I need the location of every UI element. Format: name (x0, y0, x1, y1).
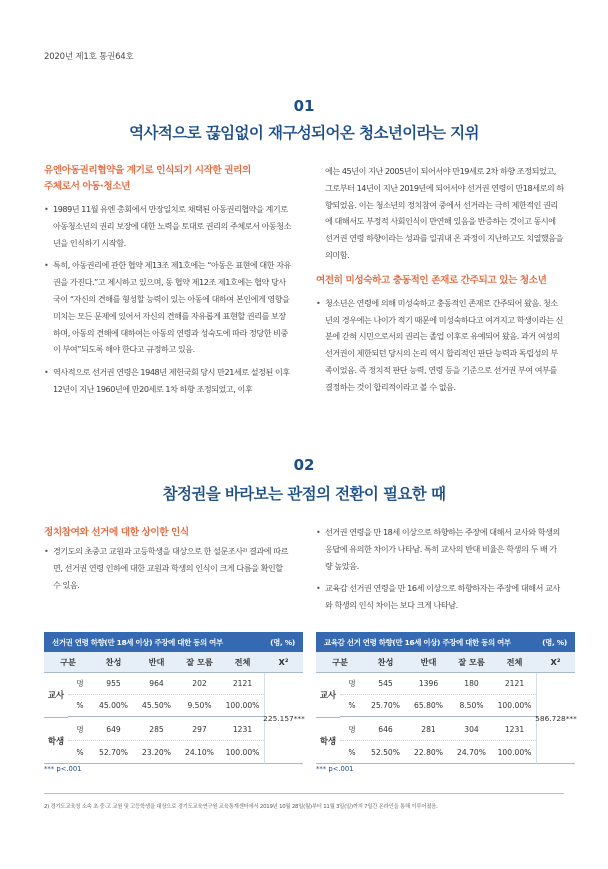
table-cell: 1396 (418, 679, 439, 688)
table-row (340, 719, 536, 741)
table-cell: 100.00% (497, 747, 532, 757)
table-cell: 25.70% (371, 701, 400, 710)
table-cell: 545 (378, 679, 393, 688)
row-label: % (348, 747, 356, 757)
group-label: 학생 (47, 736, 65, 746)
table-title: 교육감 선거 연령 하향(만 16세 이상) 주장에 대한 동의 여부 (324, 637, 511, 647)
table-cell: 24.70% (457, 747, 486, 757)
section2-right-bullet2: • 교육감 선거권 연령을 만 16세 이상으로 하향하자는 주장에 대해서 교사와 학생의 인식 차이는 보다 크게 나타남. (316, 580, 564, 614)
row-label: % (348, 701, 356, 710)
table-row (340, 741, 536, 763)
section2-right-bullet1: • 선거권 연령을 만 18세 이상으로 하향하는 주장에 대해서 교사와 학생의 응답에 유의한 차이가 나타남. 특히 교사의 반대 비율은 학생의 두 배 가량 높았음. (316, 524, 564, 574)
table-cell: 24.10% (185, 747, 214, 757)
footnote-divider (44, 793, 564, 794)
table-cell: 65.80% (414, 701, 443, 710)
table-header-row (316, 652, 575, 673)
table-cell: 202 (192, 679, 207, 688)
table-cell: 964 (149, 679, 164, 688)
section2-number: 02 (293, 456, 315, 474)
col-header: X² (278, 657, 289, 667)
row-label: 명 (348, 679, 356, 688)
table-cell: 285 (149, 725, 164, 734)
table-cell: 52.70% (99, 747, 128, 757)
table-cell: 9.50% (187, 701, 212, 710)
table-body (316, 673, 575, 764)
table-unit: (명, %) (542, 637, 567, 647)
table-body (44, 673, 303, 764)
table-cell: 304 (464, 725, 479, 734)
table-cell: 23.20% (142, 747, 171, 757)
table-cell: 646 (378, 725, 393, 734)
col-header: 반대 (148, 656, 165, 667)
agreement-table-16 (316, 632, 575, 764)
table-row (68, 719, 264, 741)
section1-right-subtitle: 여전히 미성숙하고 충동적인 존재로 간주되고 있는 청소년 (316, 274, 547, 286)
col-header: 찬성 (377, 656, 394, 667)
section1-title: 역사적으로 끊임없이 재구성되어온 청소년이라는 지위 (129, 124, 479, 142)
table-cell: 45.00% (99, 701, 128, 710)
section2-left-subtitle: 정치참여와 선거에 대한 상이한 인식 (44, 527, 189, 538)
group-label: 학생 (319, 736, 337, 746)
section2-left-column (44, 525, 292, 593)
section1-right-bullet1: • 청소년은 연령에 의해 미성숙하고 충동적인 존재로 간주되어 왔음. 청소년의 경우에는 나이가 적기 때문에 미성숙하다고 여겨지고 학생이라는 신분에 갇혀 시민으로서의 권리는 졸업 이후로 유예되어 왔음. 과거 여성의 선거권이 제한되던 당시의 논리 역시 합리적인 판단 능력과 독립성의 부족이었음. 즉 정치적 판단 능력, 연령 등을 기준으로 선거권 부여 여부를 결정하는 것이 합리적이라고 볼 수 없음. (316, 295, 564, 396)
table-cell: 100.00% (497, 701, 532, 710)
chi-square-value: 586.728*** (536, 673, 575, 764)
table-cell: 1231 (232, 725, 253, 734)
col-header: 찬성 (105, 656, 122, 667)
chi-square-value: 225.157*** (264, 673, 303, 764)
section1-left-bullet2: • 특히, 아동권리에 관한 협약 제13조 제1호에는 “아동은 표현에 대한 자유권을 가진다.”고 제시하고 있으며, 동 협약 제12조 제1호에는 협약 당사국이 “자신의 견해를 형성할 능력이 있는 아동에 대하여 본인에게 영향을 미치는 모든 문제에 있어서 자신의 견해를 자유롭게 표현할 권리를 보장하며, 아동의 견해에 대하여는 아동의 연령과 성숙도에 따라 정당한 비중이 부여”되도록 해야 한다고 규정하고 있음. (44, 257, 292, 358)
table-cell: 100.00% (225, 747, 260, 757)
table-cell: 2121 (504, 679, 525, 688)
table-cell: 52.50% (371, 747, 400, 757)
section1-number: 01 (293, 97, 315, 115)
section1-left-subtitle-line1: 유엔아동권리협약을 계기로 인식되기 시작한 권리의 (44, 165, 251, 176)
col-header: 구분 (60, 656, 76, 667)
table-cell: 100.00% (225, 701, 260, 710)
row-label: 명 (76, 725, 84, 734)
section1-left-column (44, 163, 292, 398)
col-header: 구분 (332, 656, 348, 667)
section2-left-bullet1: • 경기도의 초중고 교원과 고등학생을 대상으로 한 설문조사²⁾ 결과에 따르면, 선거권 연령 인하에 대한 교원과 학생의 인식이 크게 다름을 확인할 수 있음. (44, 543, 292, 593)
section2-title: 참정권을 바라보는 관점의 전환이 필요한 때 (162, 485, 446, 503)
table-row (340, 673, 536, 695)
section2-right-column (316, 524, 564, 614)
table-cell: 1231 (504, 725, 525, 734)
row-label: 명 (348, 725, 356, 734)
agreement-table-18 (44, 632, 303, 764)
row-label: % (76, 747, 84, 757)
table-cell: 649 (106, 725, 121, 734)
col-header: X² (550, 657, 561, 667)
table-cell: 8.50% (459, 701, 484, 710)
section1-right-column (316, 163, 564, 396)
group-label: 교사 (316, 673, 340, 718)
table-title: 선거권 연령 하향(만 18세 이상) 주장에 대한 동의 여부 (52, 637, 223, 647)
table-row (340, 695, 536, 717)
table-row (68, 741, 264, 763)
section1-left-subtitle-line2: 주체로서 아동·청소년 (44, 181, 130, 192)
col-header: 전체 (234, 656, 251, 667)
section1-left-bullet3: • 역사적으로 선거권 연령은 1948년 제헌국회 당시 만21세로 설정된 이후 12년이 지난 1960년에 만20세로 1차 하향 조정되었고, 이후 (44, 364, 292, 398)
table-cell: 297 (192, 725, 207, 734)
table-cell: 281 (421, 725, 436, 734)
table-cell: 955 (106, 679, 121, 688)
row-label: 명 (76, 679, 84, 688)
table-title-bar (316, 632, 575, 652)
significance-note: *** p<.001 (316, 765, 354, 773)
table-unit: (명, %) (270, 637, 295, 647)
col-header: 잘 모름 (458, 656, 485, 667)
table-cell: 22.80% (414, 747, 443, 757)
table-row (68, 695, 264, 717)
col-header: 잘 모름 (186, 656, 213, 667)
group-label: 교사 (44, 673, 68, 718)
table-title-bar (44, 632, 303, 652)
table-cell: 45.50% (142, 701, 171, 710)
footnote: 2) 경기도교육청 소속 초·중·고 교원 및 고등학생을 대상으로 경기도교육연구원 교육통계센터에서 2019년 10월 28일(월)부터 11월 3일(일)까지 7일간 온라인을 통해 이루어졌음. (44, 804, 438, 810)
table-cell: 2121 (232, 679, 253, 688)
table-cell: 180 (464, 679, 479, 688)
table-header-row (44, 652, 303, 673)
col-header: 전체 (506, 656, 523, 667)
table-row (68, 673, 264, 695)
section1-left-bullet1: • 1989년 11월 유엔 총회에서 만장일치로 채택된 아동권리협약을 계기로 아동청소년의 권리 보장에 대한 노력을 토대로 권리의 주체로서 아동청소년을 인식하기 시작함. (44, 201, 292, 251)
col-header: 반대 (420, 656, 437, 667)
issue-label: 2020년 제1호 통권64호 (44, 52, 134, 62)
row-label: % (76, 701, 84, 710)
significance-note: *** p<.001 (44, 765, 82, 773)
section1-right-continuation: 에는 45년이 지난 2005년이 되어서야 만19세로 2차 하향 조정되었고, 그로부터 14년이 지난 2019년에 되어서야 선거권 연령이 만18세로의 하향되었음. 이는 청소년의 정치참여 중에서 선거라는 극히 제한적인 권리에 대해서도 부정적 사회인식이 만연해 있음을 반증하는 것이고 동시에 선거권 연령 하향이라는 성과를 일궈내 온 과정이 지난하고도 치열했음을 의미함. (325, 166, 564, 260)
